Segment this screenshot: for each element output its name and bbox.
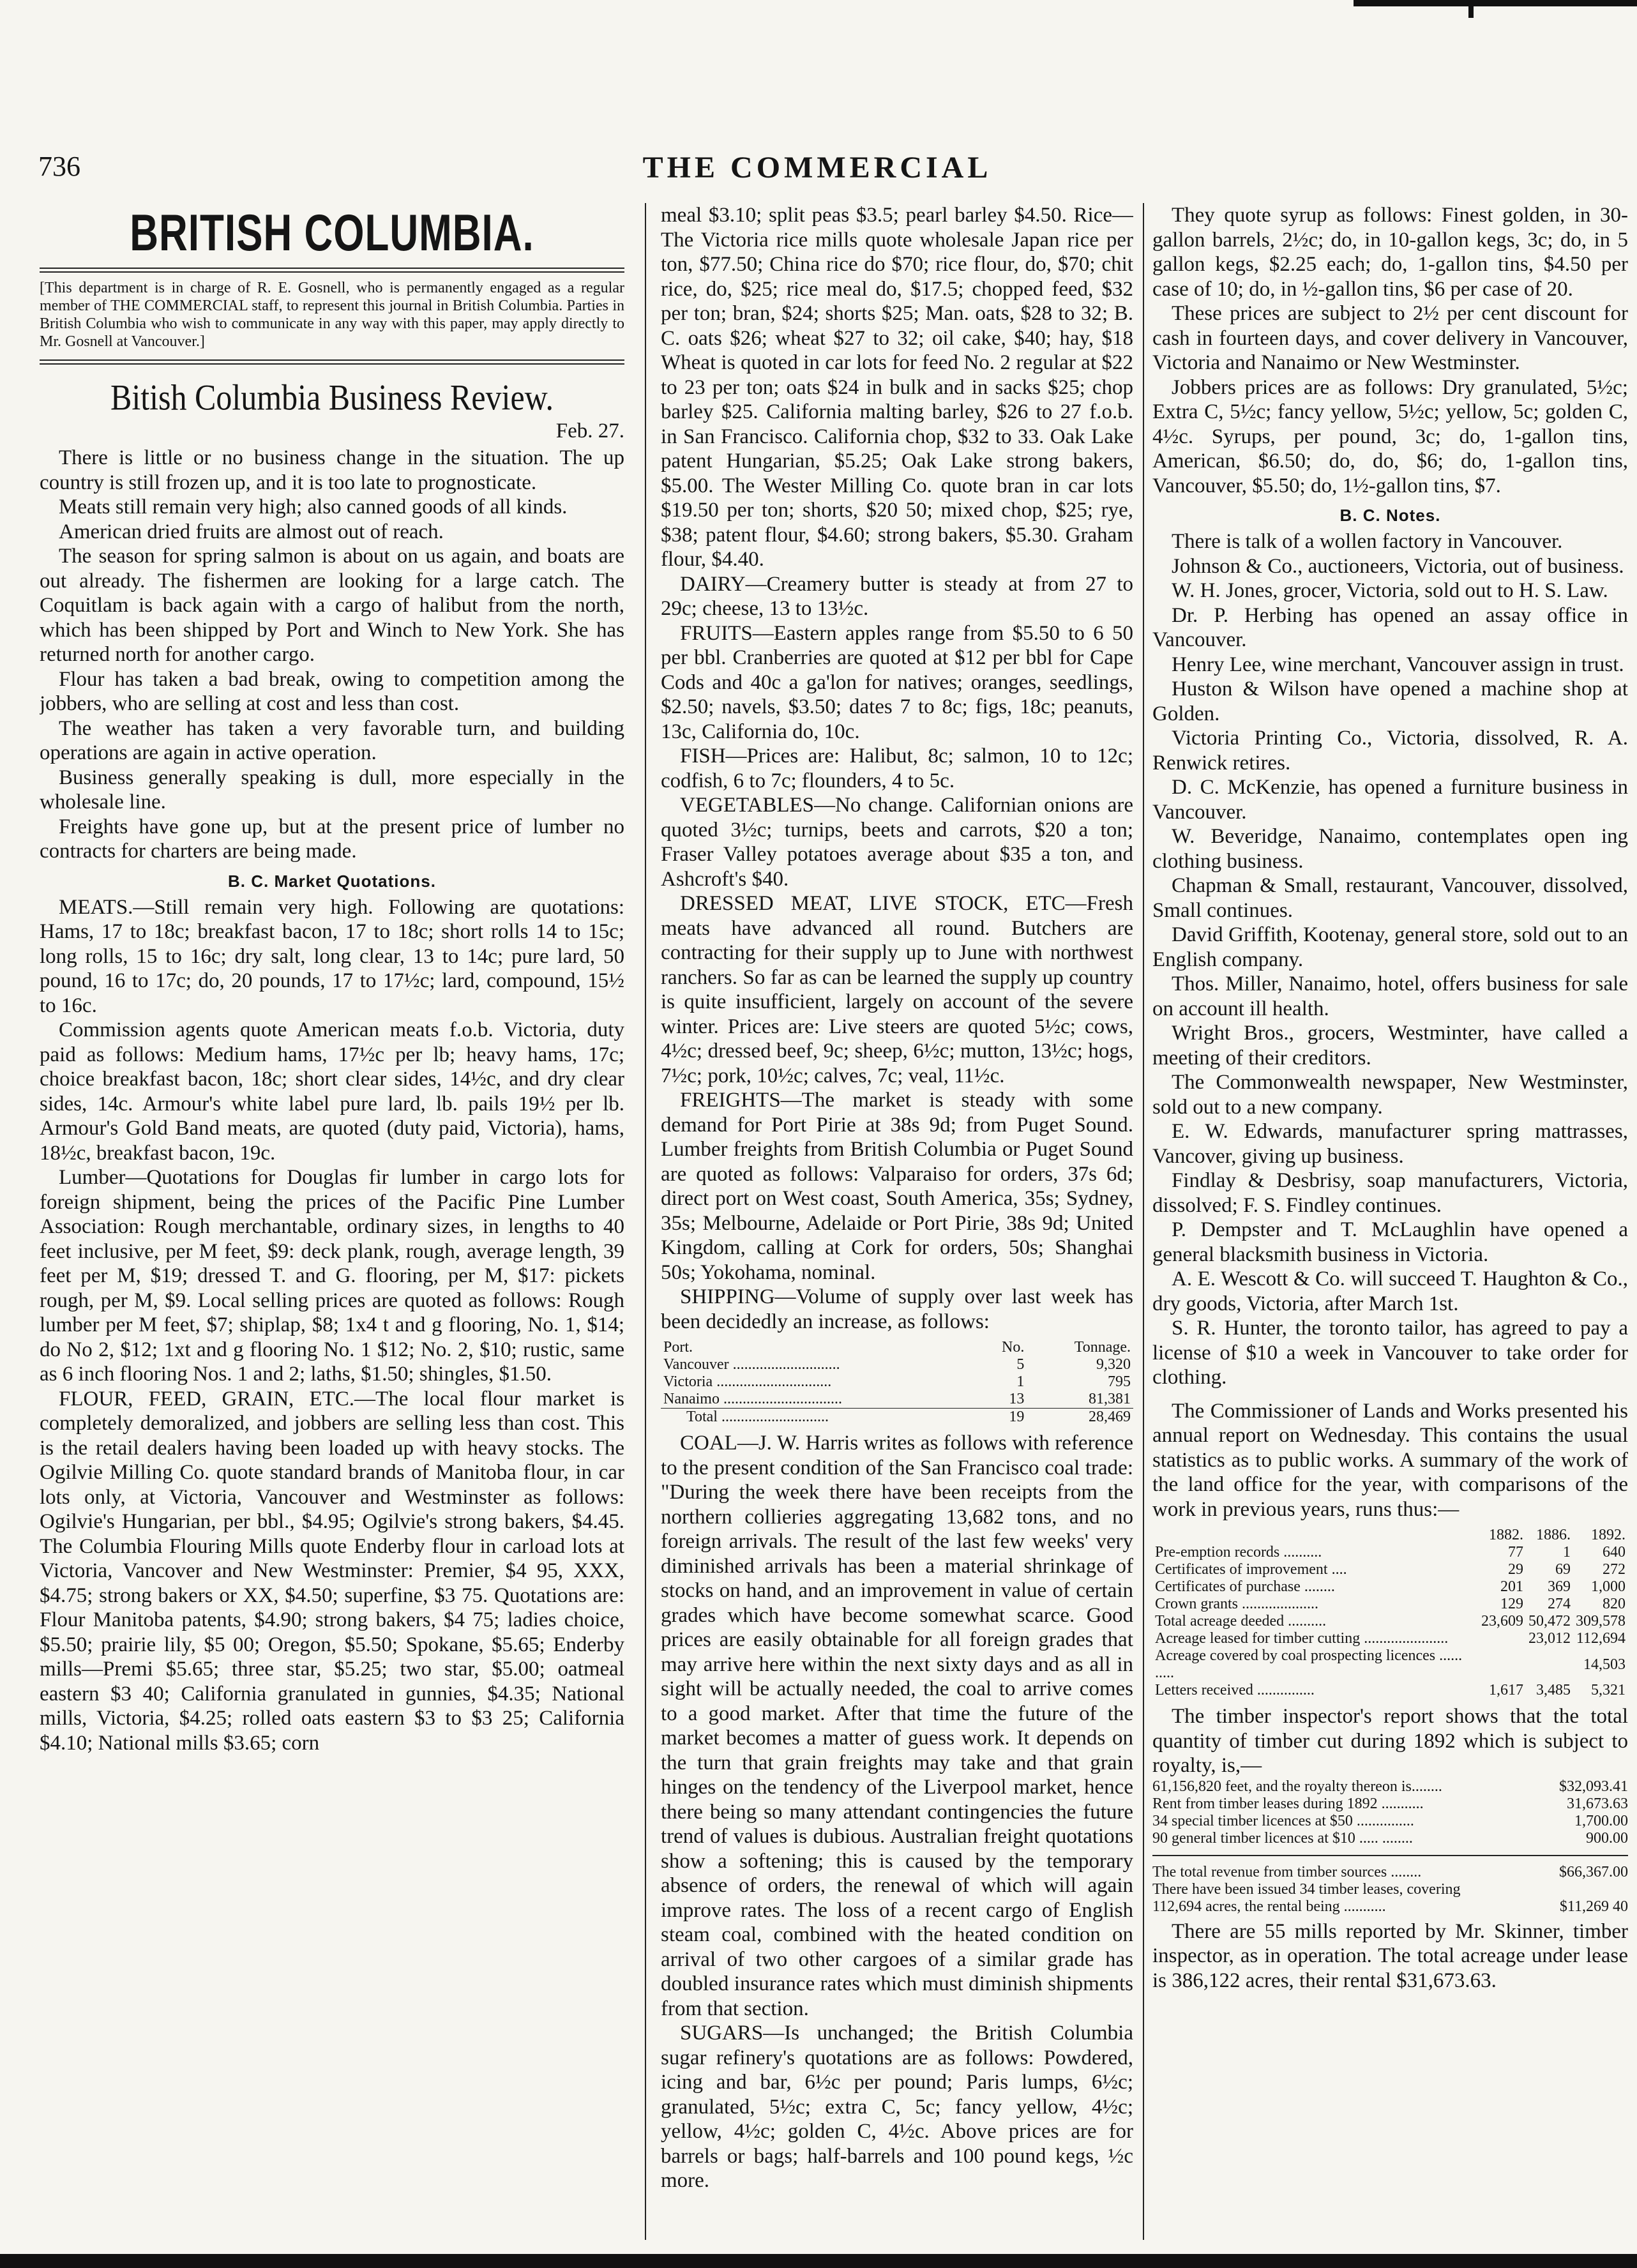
journal-title: THE COMMERCIAL xyxy=(642,151,992,185)
note-item: The Commonwealth newspaper, New Westminster, sold out to a new company. xyxy=(1152,1071,1628,1119)
note-item: S. R. Hunter, the toronto tailor, has agreed to pay a license of $10 a week in Vancouver to take order for clothing. xyxy=(1152,1317,1628,1389)
table-cell xyxy=(1479,1630,1526,1647)
table-row xyxy=(1152,1596,1628,1613)
rule xyxy=(1152,1855,1628,1856)
table-cell: Acreage covered by coal prospecting licences ...... ..... xyxy=(1155,1647,1463,1681)
table-header: No. xyxy=(1002,1339,1025,1356)
table-cell: Certificates of purchase ........ xyxy=(1155,1578,1335,1595)
list-label: 90 general timber licences at $10 ..... ........ xyxy=(1152,1829,1413,1847)
note-item: Johnson & Co., auctioneers, Victoria, out of business. xyxy=(1172,554,1624,578)
paragraph: SUGARS—Is unchanged; the British Columbia sugar refinery's quotations are as follows: Powdered, icing and bar, 6½c per pound; Paris lumps, 6½c; granulated, 5½c; extra C, 5c; fancy yellow, 4½c; yellow, 4½c; golden C, 4½c. Above prices are for barrels or bags; half-barrels and 100 pound kegs, ½c more. xyxy=(661,2022,1133,2192)
table-header: 1882. xyxy=(1489,1527,1523,1543)
table-cell: 640 xyxy=(1603,1544,1626,1561)
table-cell: 14,503 xyxy=(1583,1656,1626,1673)
paragraph: VEGETABLES—No change. Californian onions are quoted 3½c; turnips, beets and carrots, $20 a ton; Fraser Valley potatoes average about $35 a ton, and Ashcroft's $40. xyxy=(661,794,1133,891)
list-value: $66,367.00 xyxy=(1559,1863,1628,1880)
page-header xyxy=(38,150,1596,195)
table-cell: 1,617 xyxy=(1489,1682,1523,1698)
table-cell: 77 xyxy=(1508,1544,1523,1561)
paragraph: Freights have gone up, but at the present price of lumber no contracts for charters are being made. xyxy=(40,815,624,863)
market-quotations-heading: B. C. Market Quotations. xyxy=(228,871,436,891)
note-item: Victoria Printing Co., Victoria, dissolved, R. A. Renwick retires. xyxy=(1152,727,1628,775)
table-row xyxy=(1152,1561,1628,1578)
table-cell: Certificates of improvement .... xyxy=(1155,1561,1347,1578)
double-rule xyxy=(40,268,624,273)
note-item: W. Beveridge, Nanaimo, contemplates open ing clothing business. xyxy=(1152,825,1628,873)
note-item: A. E. Wescott & Co. will succeed T. Haughton & Co., dry goods, Victoria, after March 1st. xyxy=(1152,1267,1628,1315)
paragraph: Flour has taken a bad break, owing to competition among the jobbers, who are selling at cost and less than cost. xyxy=(40,667,624,715)
table-cell: 369 xyxy=(1548,1578,1571,1595)
note-item: Huston & Wilson have opened a machine shop at Golden. xyxy=(1152,677,1628,725)
list-label: 34 special timber licences at $50 ............... xyxy=(1152,1812,1414,1829)
page-edge-mark xyxy=(1354,0,1637,6)
paragraph: The timber inspector's report shows that the total quantity of timber cut during 1892 which is subject to royalty, is,— xyxy=(1152,1705,1628,1777)
list-item xyxy=(1152,1881,1628,1916)
bottom-edge-rule xyxy=(0,2254,1637,2268)
list-label: There have been issued 34 timber leases, covering 112,694 acres, the rental being ........... xyxy=(1152,1880,1461,1915)
column-2 xyxy=(661,203,1133,2246)
column-rule xyxy=(1143,203,1144,2240)
table-header: Tonnage. xyxy=(1074,1339,1131,1356)
note-item: Wright Bros., grocers, Westminter, have called a meeting of their creditors. xyxy=(1152,1022,1628,1070)
note-item: There is talk of a wollen factory in Vancouver. xyxy=(1172,530,1563,553)
table-cell: 5,321 xyxy=(1591,1682,1626,1698)
table-header: 1886. xyxy=(1536,1527,1571,1543)
list-value: 900.00 xyxy=(1586,1829,1628,1847)
table-cell: 81,381 xyxy=(1089,1391,1131,1407)
table-cell: Acreage leased for timber cutting ...................... xyxy=(1155,1630,1449,1647)
paragraph: FISH—Prices are: Halibut, 8c; salmon, 10 to 12c; codfish, 6 to 7c; flounders, 4 to 5c. xyxy=(661,745,1133,792)
paragraph: There is little or no business change in the situation. The up country is still frozen up, and it is too late to prognosticate. xyxy=(40,446,624,494)
list-item xyxy=(1152,1864,1628,1881)
table-row xyxy=(1152,1613,1628,1630)
paragraph: DAIRY—Creamery butter is steady at from 27 to 29c; cheese, 13 to 13½c. xyxy=(661,572,1133,620)
column-3 xyxy=(1152,203,1628,2246)
paragraph: There are 55 mills reported by Mr. Skinner, timber inspector, as in operation. The total acreage under lease is 386,122 acres, their rental $31,673.63. xyxy=(1152,1919,1628,1992)
table-row xyxy=(661,1373,1133,1391)
table-row xyxy=(1152,1630,1628,1647)
page-number: 736 xyxy=(38,151,80,182)
paragraph: COAL—J. W. Harris writes as follows with reference to the present condition of the San Francisco coal trade: "During the week there have been receipts from the northern collieries aggregating 13,682 tons, and no foreign arrivals. The result of the last few weeks' very diminished arrivals has been a material shrinkage of stocks on hand, and an improvement in value of certain grades which have become somewhat scarce. Good prices are easily obtainable for all foreign grades that may arrive here within the next sixty days and as all in sight will be actually needed, the coal to arrive comes to a good market. After that time the future of the market becomes a matter of guess work. It depends on the turn that grain freights may take and that grain hinges on the tendency of the Liverpool market, hence there being so many attendant contingencies the future trend of values is dubious. Australian freight quotations show a softening; this is caused by the temporary absence of orders, the renewal of which will again improve rates. The loss of a recent cargo of English steam coal, combined with the heated condition on arrival of two other cargoes of a similar grade has doubled insurance rates which must diminish shipments from that section. xyxy=(661,1432,1133,2020)
table-cell xyxy=(1526,1647,1573,1682)
note-item: Henry Lee, wine merchant, Vancouver assign in trust. xyxy=(1172,653,1624,676)
double-rule xyxy=(40,359,624,365)
table-cell: 129 xyxy=(1500,1596,1523,1612)
list-value: 1,700.00 xyxy=(1574,1812,1628,1829)
list-label: 61,156,820 feet, and the royalty thereon is........ xyxy=(1152,1778,1442,1795)
table-cell: 309,578 xyxy=(1576,1613,1626,1629)
note-item: Findlay & Desbrisy, soap manufacturers, Victoria, dissolved; F. S. Findley continues. xyxy=(1152,1169,1628,1217)
note-item: Thos. Miller, Nanaimo, hotel, offers business for sale on account ill health. xyxy=(1152,972,1628,1020)
note-item: Chapman & Small, restaurant, Vancouver, dissolved, Small continues. xyxy=(1152,874,1628,922)
paragraph: Business generally speaking is dull, more especially in the wholesale line. xyxy=(40,766,624,813)
note-item: W. H. Jones, grocer, Victoria, sold out to H. S. Law. xyxy=(1172,579,1608,602)
table-cell: 28,469 xyxy=(1089,1409,1131,1425)
table-header-row xyxy=(661,1339,1133,1356)
table-cell: 795 xyxy=(1108,1373,1131,1390)
table-cell: 69 xyxy=(1555,1561,1571,1578)
note-item: David Griffith, Kootenay, general store, sold out to an English company. xyxy=(1152,923,1628,971)
list-value: 31,673.63 xyxy=(1567,1795,1628,1812)
paragraph: The season for spring salmon is about on us again, and boats are out already. The fishermen are looking for a large catch. The Coquitlam is back again with a cargo of halibut from the north, which has been shipped by Port and Winch to New York. She has returned north for another cargo. xyxy=(40,545,624,666)
table-cell: 1,000 xyxy=(1591,1578,1626,1595)
table-row xyxy=(1152,1578,1628,1596)
paragraph: The weather has taken a very favorable turn, and building operations are again in active operation. xyxy=(40,716,624,764)
table-cell: Total acreage deeded .......... xyxy=(1155,1613,1327,1629)
table-row xyxy=(1152,1647,1628,1682)
department-note: [This department is in charge of R. E. Gosnell, who is permanently engaged as a regular member of THE COMMERCIAL staff, to represent this journal in British Columbia. Parties in British Columbia who wish to communicate in any way with this paper, may apply directly to Mr. Gosnell at Vancouver.] xyxy=(40,280,624,350)
table-header: Port. xyxy=(663,1339,693,1356)
table-cell: 272 xyxy=(1603,1561,1626,1578)
paragraph: MEATS.—Still remain very high. Following are quotations: Hams, 17 to 18c; breakfast bacon, 17 to 18c; short rolls 14 to 15c; long rolls, 15 to 16c; dry salt, long clear, 13 to 14c; pure lard, 50 pound, 16 to 17c; do, 20 pounds, 17 to 17½c; lard, compound, 15½ to 16c. xyxy=(40,895,624,1017)
table-cell: Total ............................ xyxy=(686,1409,829,1425)
paragraph: meal $3.10; split peas $3.5; pearl barley $4.50. Rice—The Victoria rice mills quote wholesale Japan rice per ton, $77.50; China rice do $70; rice flour, do, $70; chit rice, do, $25; rice meal do, $17.5; chopped feed, $32 per ton; bran, $24; shorts $25; Man. oats, $28 to 32; B. C. oats $26; wheat $27 to 32; oil cake, $40; hay, $18 Wheat is quoted in car lots for feed No. 2 regular at $22 to 23 per ton; oats $24 in bulk and in sacks $25; chop barley $25. California malting barley, $26 to 27 f.o.b. in San Francisco. California chop, $32 to 33. Oak Lake patent Hungarian, $5.25; Oak Lake strong bakers, $5.00. The Wester Milling Co. quote bran in car lots $19.50 per ton; shorts, $20 50; mixed chop, $25; rye, $38; patent flour, $4.60; strong bakers, $5.30. Graham flour, $4.40. xyxy=(661,204,1133,571)
table-cell: Crown grants .................... xyxy=(1155,1596,1318,1612)
table-cell: 112,694 xyxy=(1576,1630,1626,1647)
paragraph: Jobbers prices are as follows: Dry granulated, 5½c; Extra C, 5½c; fancy yellow, 5½c; yellow, 5c; golden C, 4½c. Syrups, per pound, 3c; do, 1-gallon tins, American, $6.50; do, do, $6; do, 1-gallon tins, Vancouver, $5.50; do, 1½-gallon tins, $7. xyxy=(1152,375,1628,497)
table-row xyxy=(1152,1682,1628,1699)
note-item: D. C. McKenzie, has opened a furniture business in Vancouver. xyxy=(1152,776,1628,824)
table-cell: 29 xyxy=(1508,1561,1523,1578)
table-row xyxy=(1152,1544,1628,1561)
table-cell: 50,472 xyxy=(1528,1613,1571,1629)
list-item xyxy=(1152,1778,1628,1796)
lands-table xyxy=(1152,1527,1628,1699)
paragraph: They quote syrup as follows: Finest golden, in 30-gallon barrels, 2½c; do, in 10-gallon kegs, 3c; do, in 5 gallon kegs, $2.25 each; do, 1-gallon tins, $4.50 per case of 10; do, in ½-gallon tins, $6 per case of 20. xyxy=(1152,204,1628,301)
paragraph: American dried fruits are almost out of reach. xyxy=(59,520,444,543)
table-cell: Letters received ............... xyxy=(1155,1682,1315,1698)
column-1 xyxy=(40,203,624,2246)
table-header: 1892. xyxy=(1591,1527,1626,1543)
list-label: The total revenue from timber sources ........ xyxy=(1152,1863,1422,1880)
paragraph: FREIGHTS—The market is steady with some demand for Port Pirie at 38s 9d; from Puget Sound. Lumber freights from British Columbia or Puget Sound are quoted as follows: Valparaiso for orders, 37s 6d; direct port on West coast, South America, 35s; Sydney, 35s; Melbourne, Adelaide or Port Pirie, 38s 9d; United Kingdom, calling at Cork for orders, 50s; Shanghai 50s; Yokohama, nominal. xyxy=(661,1089,1133,1284)
table-cell: 1 xyxy=(1016,1373,1025,1390)
note-item: E. W. Edwards, manufacturer spring mattrasses, Vancover, giving up business. xyxy=(1152,1120,1628,1168)
list-item xyxy=(1152,1796,1628,1813)
page-edge-mark-small xyxy=(1468,6,1474,18)
section-title: BRITISH COLUMBIA. xyxy=(130,204,534,262)
table-cell: 23,609 xyxy=(1481,1613,1523,1629)
table-cell: Vancouver ............................ xyxy=(663,1356,840,1373)
table-cell: 23,012 xyxy=(1528,1630,1571,1647)
list-item xyxy=(1152,1830,1628,1847)
paragraph: Lumber—Quotations for Douglas fir lumber in cargo lots for foreign shipment, being the prices of the Pacific Pine Lumber Association: Rough merchantable, ordinary sizes, in lengths to 40 feet inclusive, per M feet, $9: deck plank, rough, average length, 39 feet per M, $19; dressed T. and G. flooring, per M, $17: pickets rough, per M, $9. Local selling prices are quoted as follows: Rough lumber per M feet, $7; shiplap, $8; 1x4 t and g flooring, No. 1, $14; do No 2, $12; 1xt and g flooring No. 1 $12; No. 2, $10; rustic, same as 6 inch flooring Nos. 1 and 2; laths, $1.50; shingles, $1.50. xyxy=(40,1166,624,1386)
review-date: Feb. 27. xyxy=(555,420,624,442)
column-rule xyxy=(645,203,646,2240)
table-total-row xyxy=(661,1409,1133,1426)
list-value: $32,093.41 xyxy=(1559,1778,1628,1795)
list-label: Rent from timber leases during 1892 ........... xyxy=(1152,1795,1424,1812)
table-cell: Victoria .............................. xyxy=(663,1373,832,1390)
paragraph: FRUITS—Eastern apples range from $5.50 to 6 50 per bbl. Cranberries are quoted at $12 per bbl for Cape Cods and 40c a ga'lon for natives; oranges, seedlings, $2.50; navels, $3.50; dates 7 to 8c; figs, 18c; peanuts, 13c, California do, 10c. xyxy=(661,621,1133,743)
paragraph: These prices are subject to 2½ per cent discount for cash in fourteen days, and cover delivery in Vancouver, Victoria and Nanaimo or New Westminster. xyxy=(1152,302,1628,374)
review-title: Bitish Columbia Business Review. xyxy=(110,376,554,418)
list-value: $11,269 40 xyxy=(1559,1898,1628,1915)
list-item xyxy=(1152,1813,1628,1830)
paragraph: Commission agents quote American meats f.o.b. Victoria, duty paid as follows: Medium hams, 17½c per lb; heavy hams, 17c; choice breakfast bacon, 18c; short clear sides, 14½c, and dry clear sides, 14c. Armour's white label pure lard, lb. pails 19½ per lb. Armour's Gold Band meats, are quoted (duty paid, Victoria), hams, 18½c, breakfast bacon, 19c. xyxy=(40,1018,624,1165)
table-cell: 19 xyxy=(1009,1409,1025,1425)
table-cell: Nanaimo ............................... xyxy=(663,1391,842,1407)
table-cell: 820 xyxy=(1603,1596,1626,1612)
table-cell: 274 xyxy=(1548,1596,1571,1612)
paragraph: The Commissioner of Lands and Works presented his annual report on Wednesday. This contains the usual statistics as to public works. A summary of the work of the land office for the year, with comparisons of the work in previous years, runs thus:— xyxy=(1152,1399,1628,1521)
shipping-table xyxy=(661,1339,1133,1426)
table-cell xyxy=(1479,1647,1526,1682)
note-item: P. Dempster and T. McLaughlin have opened a general blacksmith business in Victoria. xyxy=(1152,1218,1628,1266)
paragraph: Meats still remain very high; also canned goods of all kinds. xyxy=(59,495,568,518)
table-row xyxy=(661,1356,1133,1373)
table-row xyxy=(661,1391,1133,1409)
table-cell: 9,320 xyxy=(1096,1356,1131,1373)
table-cell: 1 xyxy=(1563,1544,1571,1561)
timber-list xyxy=(1152,1778,1628,1916)
paragraph: DRESSED MEAT, LIVE STOCK, ETC—Fresh meats have advanced all round. Butchers are contracting for their supply up to June with northwest ranchers. So far as can be learned the supply up country is quite insufficient, largely on account of the severe winter. Prices are: Live steers are quoted 5½c; cows, 4½c; dressed beef, 9c; sheep, 6½c; mutton, 13½c; hogs, 7½c; pork, 10½c; calves, 7c; veal, 11½c. xyxy=(661,892,1133,1087)
table-header xyxy=(1152,1527,1479,1544)
table-cell: 3,485 xyxy=(1536,1682,1571,1698)
table-header-row xyxy=(1152,1527,1628,1544)
paragraph: FLOUR, FEED, GRAIN, ETC.—The local flour market is completely demoralized, and jobbers are selling less than cost. This is the retail dealers having been loaded up with heavy stocks. The Ogilvie Milling Co. quote standard brands of Manitoba flour, in car lots only, at Victoria, Vancouver and Westminster as follows: Ogilvie's Hungarian, per bbl., $4.95; Ogilvie's strong bakers, $4.45. The Columbia Flouring Mills quote Enderby flour in carload lots at Victoria, Vancover and New Westminster: Premier, $4 95, XXX, $4.75; strong bakers or XX, $4.50; superfine, $3 75. Quotations are: Flour Manitoba patents, $4.90; strong bakers, $4 75; ladies choice, $5.50; prairie lily, $5 00; Oregon, $5.50; Spokane, $5.65; Enderby mills—Premi $5.65; three star, $5.25; two star, $5.00; oatmeal eastern $3 40; California granulated in gunnies, $4.35; National mills, Victoria, $4.25; rolled oats eastern $3 to $3 25; California $4.10; National mills $3.65; corn xyxy=(40,1387,624,1755)
table-cell: 201 xyxy=(1500,1578,1523,1595)
table-cell: Pre-emption records .......... xyxy=(1155,1544,1322,1561)
notes-heading: B. C. Notes. xyxy=(1339,506,1441,525)
table-cell: 5 xyxy=(1016,1356,1025,1373)
note-item: Dr. P. Herbing has opened an assay office in Vancouver. xyxy=(1152,603,1628,651)
paragraph: SHIPPING—Volume of supply over last week has been decidedly an increase, as follows: xyxy=(661,1285,1133,1333)
table-cell: 13 xyxy=(1009,1391,1025,1407)
